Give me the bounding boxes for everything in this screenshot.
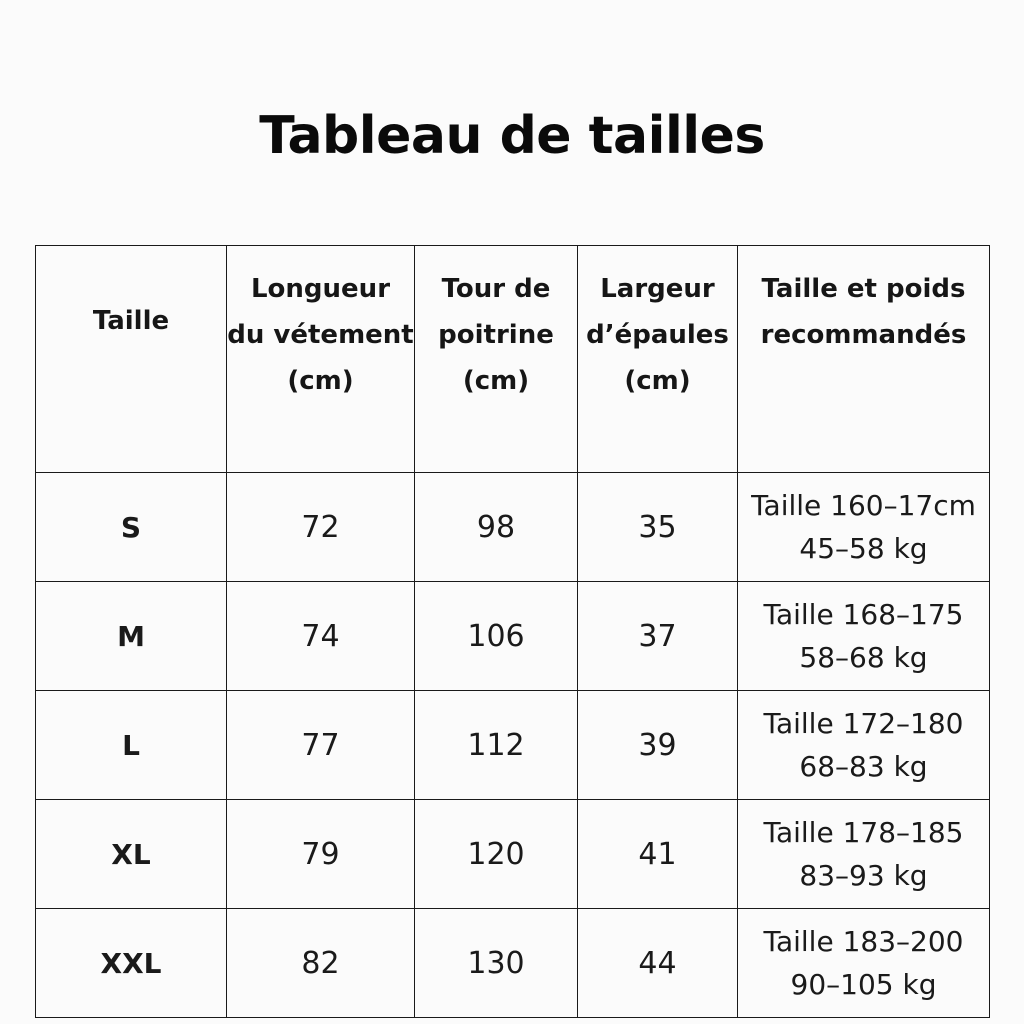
size-cell: XXL <box>36 909 227 1018</box>
table-row <box>36 473 990 582</box>
table-row <box>36 909 990 1018</box>
header-recommended <box>738 246 990 473</box>
header-shoulder-line-1: Largeur <box>600 274 715 304</box>
header-length-line-1: Longueur <box>250 274 391 304</box>
table-row <box>36 691 990 800</box>
shoulder-cell: 44 <box>578 909 738 1018</box>
recommended-weight: 68–83 kg <box>799 750 928 783</box>
header-recommended-line-1: Taille et poids <box>761 274 966 304</box>
recommended-height: Taille 178–185 <box>763 816 964 849</box>
header-length-line-3: (cm) <box>287 366 354 396</box>
table-row <box>36 582 990 691</box>
header-size-label: Taille <box>92 306 170 336</box>
recommended-cell <box>738 800 990 909</box>
recommended-cell <box>738 473 990 582</box>
header-recommended-line-2: recommandés <box>760 320 967 350</box>
chest-cell: 120 <box>415 800 578 909</box>
chest-cell: 106 <box>415 582 578 691</box>
recommended-weight: 90–105 kg <box>790 968 937 1001</box>
header-shoulder-line-2: d’épaules <box>586 320 729 350</box>
chest-cell: 130 <box>415 909 578 1018</box>
recommended-weight: 83–93 kg <box>799 859 928 892</box>
length-cell: 77 <box>227 691 415 800</box>
header-row <box>36 246 990 473</box>
size-cell: M <box>36 582 227 691</box>
size-cell: S <box>36 473 227 582</box>
length-cell: 74 <box>227 582 415 691</box>
length-cell: 79 <box>227 800 415 909</box>
recommended-weight: 45–58 kg <box>799 532 928 565</box>
recommended-cell <box>738 909 990 1018</box>
recommended-height: Taille 168–175 <box>763 598 964 631</box>
length-cell: 72 <box>227 473 415 582</box>
header-chest-line-3: (cm) <box>462 366 530 396</box>
shoulder-cell: 35 <box>578 473 738 582</box>
shoulder-cell: 41 <box>578 800 738 909</box>
header-chest <box>415 246 578 473</box>
shoulder-cell: 39 <box>578 691 738 800</box>
recommended-height: Taille 183–200 <box>763 925 964 958</box>
recommended-height: Taille 172–180 <box>763 707 964 740</box>
size-cell: XL <box>36 800 227 909</box>
recommended-height: Taille 160–17cm <box>751 489 976 522</box>
table-row <box>36 800 990 909</box>
length-cell: 82 <box>227 909 415 1018</box>
chest-cell: 112 <box>415 691 578 800</box>
header-size <box>36 246 227 473</box>
shoulder-cell: 37 <box>578 582 738 691</box>
recommended-weight: 58–68 kg <box>799 641 928 674</box>
header-shoulder-line-3: (cm) <box>624 366 691 396</box>
header-length-line-2: du vétement <box>227 320 414 350</box>
recommended-cell <box>738 691 990 800</box>
header-shoulder <box>578 246 738 473</box>
size-chart-table <box>35 245 990 1018</box>
recommended-cell <box>738 582 990 691</box>
page-title: Tableau de tailles <box>259 106 765 166</box>
chest-cell: 98 <box>415 473 578 582</box>
size-cell: L <box>36 691 227 800</box>
header-length <box>227 246 415 473</box>
header-chest-line-2: poitrine <box>438 320 554 350</box>
header-chest-line-1: Tour de <box>441 274 551 304</box>
